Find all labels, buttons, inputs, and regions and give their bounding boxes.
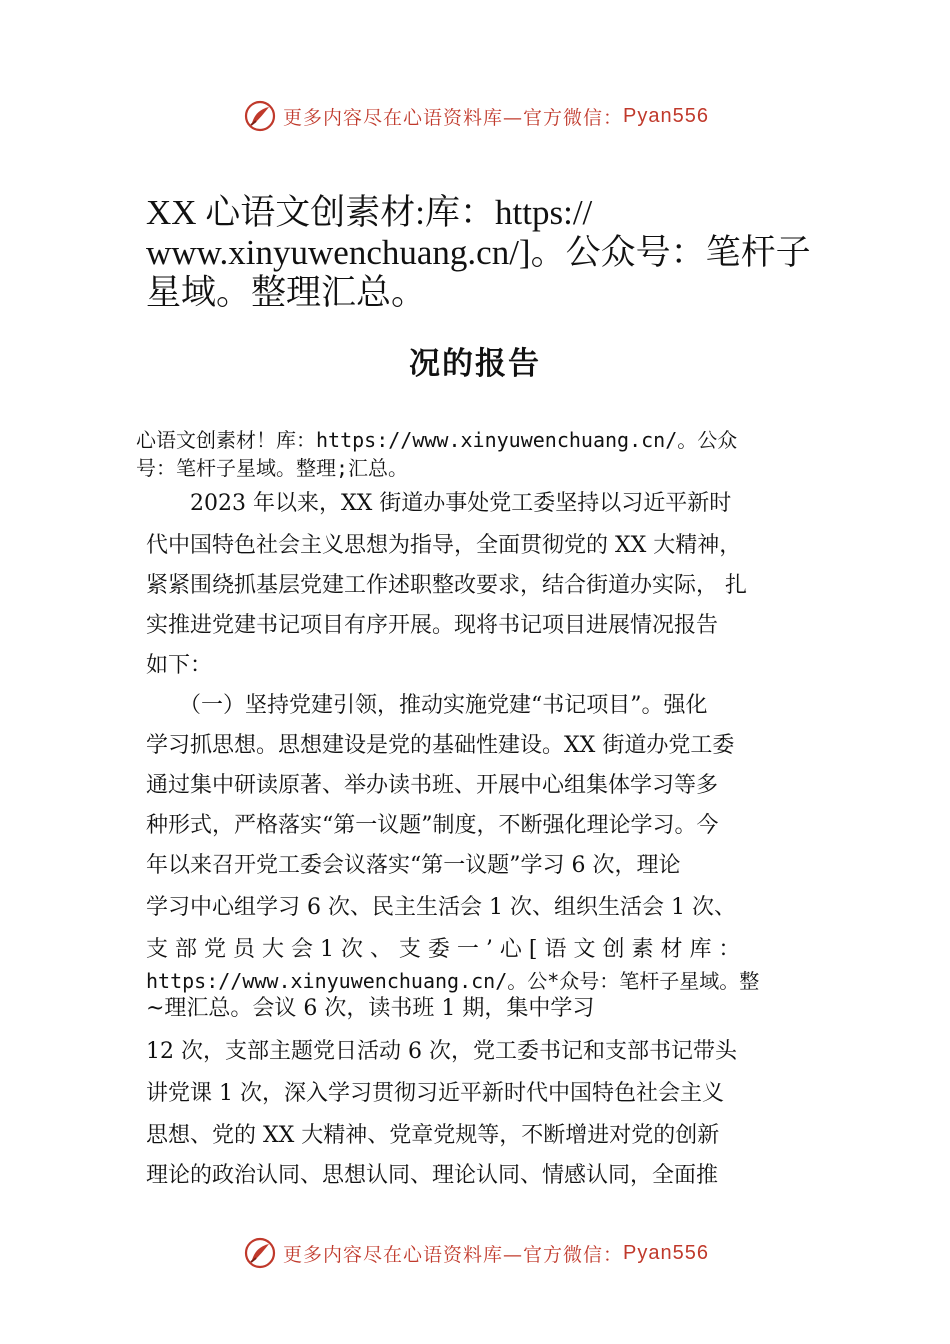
bottom-banner bbox=[243, 1233, 709, 1273]
paragraph-line: 理论的政治认同、思想认同、理论认同、情感认同，全面推 bbox=[146, 1163, 719, 1188]
header-line-1: XX 心语文创素材:库：https:// bbox=[146, 193, 593, 232]
paragraph-line: 种形式，严格落实“第一议题”制度，不断强化理论学习。今 bbox=[146, 813, 719, 838]
paragraph-line: 实推进党建书记项目有序开展。现将书记项目进展情况报告 bbox=[146, 613, 719, 638]
paragraph-line: 如下： bbox=[146, 653, 213, 678]
paragraph-line: 代中国特色社会主义思想为指导，全面贯彻党的 XX 大精神， bbox=[146, 533, 742, 558]
brush-logo-icon bbox=[243, 99, 277, 133]
header-line-2: www.xinyuwenchuang.cn/]。公众号：笔杆子 bbox=[146, 233, 811, 272]
brush-logo-icon bbox=[243, 1236, 277, 1270]
paragraph-line: 思想、党的 XX 大精神、党章党规等，不断增进对党的创新 bbox=[146, 1123, 720, 1148]
header-line-3: 星域。整理汇总。 bbox=[146, 273, 427, 312]
intro-line: 心语文创素材！库：https://www.xinyuwenchuang.cn/。公众 bbox=[136, 428, 738, 452]
document-title: 况的报告 bbox=[409, 346, 541, 382]
paragraph-line: ~理汇总。会议 6 次，读书班 1 期，集中学习 bbox=[146, 996, 595, 1021]
banner-wechat-id: Pyan556 bbox=[623, 1241, 709, 1264]
intro-line: 号：笔杆子星域。整理;汇总。 bbox=[136, 456, 409, 480]
paragraph-line: 学习中心组学习 6 次、民主生活会 1 次、组织生活会 1 次、 bbox=[146, 895, 736, 920]
banner-text: 更多内容尽在心语资料库—官方微信： bbox=[283, 106, 624, 129]
banner-text: 更多内容尽在心语资料库—官方微信： bbox=[283, 1243, 624, 1266]
paragraph-line: 讲党课 1 次，深入学习贯彻习近平新时代中国特色社会主义 bbox=[146, 1081, 724, 1106]
paragraph-line: 通过集中研读原著、举办读书班、开展中心组集体学习等多 bbox=[146, 773, 719, 798]
paragraph-line: 2023 年以来，XX 街道办事处党工委坚持以习近平新时 bbox=[146, 491, 732, 516]
top-banner bbox=[243, 96, 709, 136]
paragraph-line: 支 部 党 员 大 会 1 次 、 支 委 一 ’ 心 [ 语 文 创 素 材 库 ： bbox=[146, 937, 741, 962]
paragraph-line: 12 次，支部主题党日活动 6 次，党工委书记和支部书记带头 bbox=[146, 1039, 737, 1064]
paragraph-line: 紧紧围绕抓基层党建工作述职整改要求，结合街道办实际， 扎 bbox=[146, 573, 747, 598]
paragraph-line: 年以来召开党工委会议落实“第一议题”学习 6 次，理论 bbox=[146, 853, 681, 878]
banner-wechat-id: Pyan556 bbox=[623, 104, 709, 127]
paragraph-line: https://www.xinyuwenchuang.cn/。公*众号：笔杆子星域。整 bbox=[146, 969, 760, 993]
paragraph-line: （一）坚持党建引领，推动实施党建“书记项目”。强化 bbox=[146, 693, 708, 718]
paragraph-line: 学习抓思想。思想建设是党的基础性建设。XX 街道办党工委 bbox=[146, 733, 735, 758]
